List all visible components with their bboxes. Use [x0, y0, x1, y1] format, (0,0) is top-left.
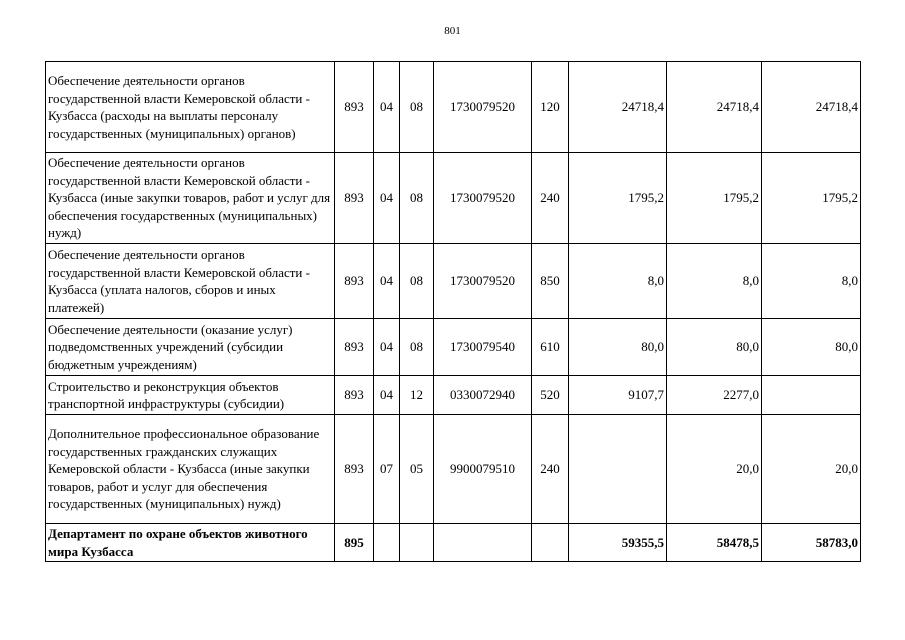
section-code: 07: [374, 415, 400, 524]
subsection-code: 08: [400, 62, 434, 153]
amount-year-2: 58478,5: [667, 524, 762, 562]
ministry-code: 893: [335, 62, 374, 153]
expense-type-code: 520: [532, 376, 569, 415]
amount-year-3: 8,0: [762, 244, 861, 319]
expense-type-code: [532, 524, 569, 562]
table-row: [46, 376, 861, 415]
target-code: 0330072940: [434, 376, 532, 415]
subsection-code: 08: [400, 153, 434, 244]
target-code: 1730079520: [434, 153, 532, 244]
amount-year-1: 8,0: [569, 244, 667, 319]
amount-year-1: 80,0: [569, 319, 667, 376]
ministry-code: 893: [335, 153, 374, 244]
amount-year-1: [569, 415, 667, 524]
subsection-code: 08: [400, 244, 434, 319]
section-code: 04: [374, 62, 400, 153]
row-name: Дополнительное профессиональное образование государственных гражданских служащих Кемеровской области - Кузбасса (иные закупки товаров, работ и услуг для обеспечения государственных (муниципальных) нужд): [46, 415, 335, 524]
page-number: 801: [444, 25, 461, 37]
row-name: Обеспечение деятельности органов государственной власти Кемеровской области - Кузбасса (уплата налогов, сборов и иных платежей): [46, 244, 335, 319]
table-row: [46, 415, 861, 524]
amount-year-1: 24718,4: [569, 62, 667, 153]
table-row: [46, 62, 861, 153]
row-name: Обеспечение деятельности органов государственной власти Кемеровской области - Кузбасса (иные закупки товаров, работ и услуг для обеспечения государственных (муниципальных) нужд): [46, 153, 335, 244]
amount-year-3: 80,0: [762, 319, 861, 376]
target-code: 1730079540: [434, 319, 532, 376]
subsection-code: 08: [400, 319, 434, 376]
amount-year-1: 59355,5: [569, 524, 667, 562]
expense-type-code: 240: [532, 153, 569, 244]
expense-type-code: 850: [532, 244, 569, 319]
row-name: Обеспечение деятельности (оказание услуг) подведомственных учреждений (субсидии бюджетным учреждениям): [46, 319, 335, 376]
amount-year-1: 9107,7: [569, 376, 667, 415]
amount-year-2: 20,0: [667, 415, 762, 524]
section-code: 04: [374, 376, 400, 415]
amount-year-3: 20,0: [762, 415, 861, 524]
amount-year-3: [762, 376, 861, 415]
amount-year-2: 24718,4: [667, 62, 762, 153]
amount-year-1: 1795,2: [569, 153, 667, 244]
ministry-code: 893: [335, 415, 374, 524]
amount-year-3: 58783,0: [762, 524, 861, 562]
table-row: [46, 244, 861, 319]
row-name: Строительство и реконструкция объектов транспортной инфраструктуры (субсидии): [46, 376, 335, 415]
row-name: Департамент по охране объектов животного мира Кузбасса: [46, 524, 335, 562]
table-row: [46, 153, 861, 244]
ministry-code: 895: [335, 524, 374, 562]
target-code: 1730079520: [434, 244, 532, 319]
amount-year-2: 8,0: [667, 244, 762, 319]
subsection-code: [400, 524, 434, 562]
subsection-code: 05: [400, 415, 434, 524]
amount-year-3: 24718,4: [762, 62, 861, 153]
amount-year-2: 2277,0: [667, 376, 762, 415]
expense-type-code: 120: [532, 62, 569, 153]
budget-table: [45, 61, 861, 562]
amount-year-2: 1795,2: [667, 153, 762, 244]
target-code: 9900079510: [434, 415, 532, 524]
target-code: 1730079520: [434, 62, 532, 153]
target-code: [434, 524, 532, 562]
amount-year-2: 80,0: [667, 319, 762, 376]
table-row: [46, 319, 861, 376]
ministry-code: 893: [335, 376, 374, 415]
section-code: 04: [374, 153, 400, 244]
expense-type-code: 610: [532, 319, 569, 376]
ministry-code: 893: [335, 319, 374, 376]
section-code: 04: [374, 319, 400, 376]
section-code: 04: [374, 244, 400, 319]
section-code: [374, 524, 400, 562]
amount-year-3: 1795,2: [762, 153, 861, 244]
table-row: [46, 524, 861, 562]
expense-type-code: 240: [532, 415, 569, 524]
ministry-code: 893: [335, 244, 374, 319]
subsection-code: 12: [400, 376, 434, 415]
row-name: Обеспечение деятельности органов государственной власти Кемеровской области - Кузбасса (расходы на выплаты персоналу государственных (муниципальных) органов): [46, 62, 335, 153]
